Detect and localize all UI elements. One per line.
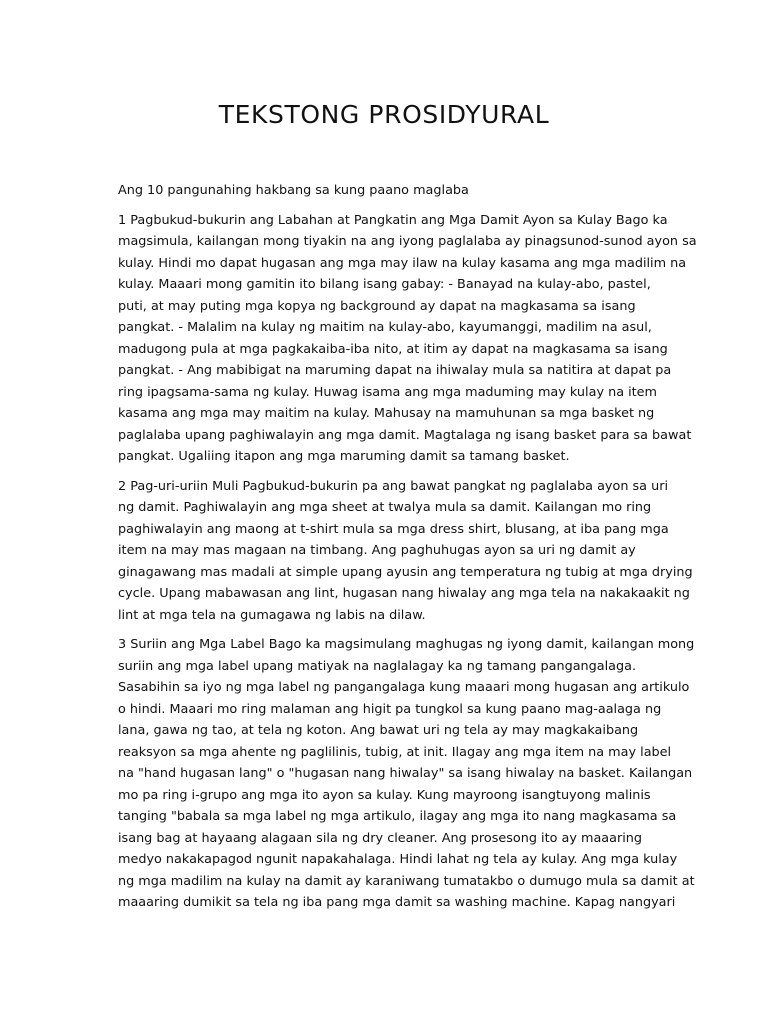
text-line: item na may mas magaan na timbang. Ang paghuhugas ayon sa uri ng damit ay [118,543,636,558]
text-line: ginagawang mas madali at simple upang ayusin ang temperatura ng tubig at mga drying [118,564,693,580]
text-line: mo pa ring i-grupo ang mga ito ayon sa kulay. Kung mayroong isangtuyong malinis [118,787,651,803]
text-line: 1 Pagbukud-bukurin ang Labahan at Pangkatin ang Mga Damit Ayon sa Kulay Bago ka [118,212,668,228]
text-line: ng damit. Paghiwalayin ang mga sheet at twalya mula sa damit. Kailangan mo ring [118,500,652,515]
text-line: kulay. Maaari mong gamitin ito bilang isang gabay: - Banayad na kulay-abo, pastel, [118,277,651,292]
intro-line: Ang 10 pangunahing hakbang sa kung paano maglaba [118,183,469,198]
text-line: cycle. Upang mabawasan ang lint, hugasan nang hiwalay ang mga tela na nakakaakit ng [118,586,690,601]
text-line: paghiwalayin ang maong at t-shirt mula sa mga dress shirt, blusang, at iba pang mga [118,521,669,537]
text-line: 3 Suriin ang Mga Label Bago ka magsimulang maghugas ng iyong damit, kailangan mong [118,637,695,652]
text-line: pangkat. - Ang mabibigat na maruming dapat na ihiwalay mula sa natitira at dapat pa [118,363,672,378]
text-line: medyo nakakapagod ngunit napakahalaga. Hindi lahat ng tela ay kulay. Ang mga kulay [118,852,678,867]
page-title: TEKSTONG PROSIDYURAL [218,100,550,129]
text-line: lint at mga tela na gumagawa ng labis na dilaw. [118,607,426,623]
text-line: lana, gawa ng tao, at tela ng koton. Ang bawat uri ng tela ay may magkakaibang [118,723,639,738]
text-line: tanging "babala sa mga label ng mga artikulo, ilagay ang mga ito nang magkasama sa [118,809,677,824]
text-line: Sasabihin sa iyo ng mga label ng pangangalaga kung maaari mong hugasan ang artikulo [118,680,690,695]
text-line: reaksyon sa mga ahente ng paglilinis, tubig, at init. Ilagay ang mga item na may label [118,744,672,760]
text-line: kulay. Hindi mo dapat hugasan ang mga may ilaw na kulay kasama ang mga madilim na [118,255,687,271]
text-line: pangkat. Ugaliing itapon ang mga maruming damit sa tamang basket. [118,449,570,464]
text-line: suriin ang mga label upang matiyak na naglalagay ka ng tamang pangangalaga. [118,658,637,674]
text-line: isang bag at hayaang alagaan sila ng dry cleaner. Ang prosesong ito ay maaaring [118,830,643,846]
text-line: 2 Pag-uri-uriin Muli Pagbukud-bukurin pa ang bawat pangkat ng paglalaba ayon sa uri [118,478,669,494]
text-line: maaaring dumikit sa tela ng iba pang mga damit sa washing machine. Kapag nangyari [118,895,676,910]
document-body [118,180,697,922]
paragraph-step-3 [118,634,695,914]
text-line: kasama ang mga may maitim na kulay. Mahusay na mamuhunan sa mga basket ng [118,406,655,421]
paragraph-step-1 [118,210,697,468]
text-line: o hindi. Maaari mo ring malaman ang higit pa tungkol sa kung paano mag-aalaga ng [118,701,662,717]
text-line: na "hand hugasan lang" o "hugasan nang hiwalay" sa isang hiwalay na basket. Kailangan [118,766,693,781]
text-line: ring ipagsama-sama ng kulay. Huwag isama ang mga maduming may kulay na item [118,384,658,400]
text-line: magsimula, kailangan mong tiyakin na ang iyong paglalaba ay pinagsunod-sunod ayon sa [118,234,697,249]
text-line: ng mga madilim na kulay na damit ay karaniwang tumatakbo o dumugo mula sa damit at [118,873,695,889]
text-line: madugong pula at mga pagkakaiba-iba nito, at itim ay dapat na magkasama sa isang [118,341,668,357]
text-line: pangkat. - Malalim na kulay ng maitim na kulay-abo, kayumanggi, madilim na asul, [118,320,652,335]
text-line: paglalaba upang paghiwalayin ang mga damit. Magtalaga ng isang basket para sa bawat [118,427,692,443]
paragraph-step-2 [118,476,693,627]
text-line: puti, at may puting mga kopya ng background ay dapat na magkasama sa isang [118,298,636,314]
